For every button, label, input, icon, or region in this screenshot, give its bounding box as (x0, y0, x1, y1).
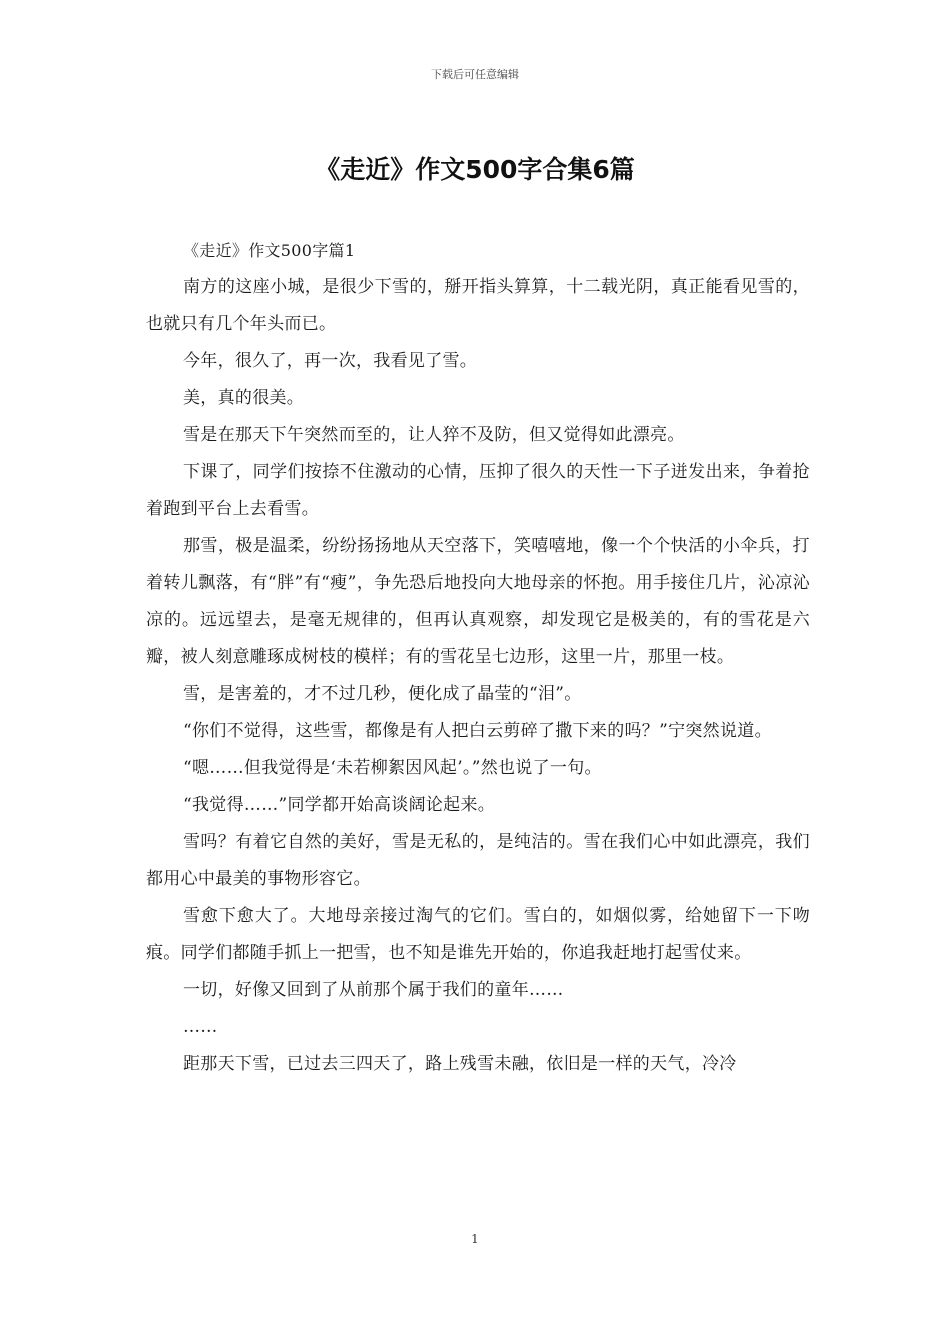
paragraph: 雪是在那天下午突然而至的，让人猝不及防，但又觉得如此漂亮。 (183, 425, 685, 445)
page-number: 1 (471, 1232, 479, 1246)
paragraph: 雪，是害羞的，才不过几秒，便化成了晶莹的“泪”。 (183, 684, 582, 704)
document-title: 《走近》作文500字合集6篇 (315, 155, 635, 184)
paragraph: 南方的这座小城，是很少下雪的，掰开指头算算，十二载光阴，真正能看见雪的，也就只有几个年头而已。 (146, 277, 810, 334)
paragraph: 那雪，极是温柔，纷纷扬扬地从天空落下，笑嘻嘻地，像一个个快活的小伞兵，打着转儿飘落，有“胖”有“瘦”，争先恐后地投向大地母亲的怀抱。用手接住几片，沁凉沁凉的。远远望去，是毫无规律的，但再认真观察，却发现它是极美的，有的雪花是六瓣，被人刻意雕琢成树枝的模样；有的雪花呈七边形，这里一片，那里一枝。 (146, 536, 810, 667)
section-subheading: 《走近》作文500字篇1 (183, 241, 356, 260)
paragraph: “我觉得……”同学都开始高谈阔论起来。 (183, 795, 496, 815)
paragraph: 今年，很久了，再一次，我看见了雪。 (183, 351, 478, 371)
ellipsis-line: …… (183, 1017, 218, 1037)
paragraph: 一切，好像又回到了从前那个属于我们的童年…… (183, 980, 564, 1000)
paragraph: 下课了，同学们按捺不住激动的心情，压抑了很久的天性一下子迸发出来，争着抢着跑到平台上去看雪。 (146, 462, 810, 519)
paragraph: “嗯……但我觉得是‘未若柳絮因风起’。”然也说了一句。 (183, 758, 602, 778)
page-header: 下载后可任意编辑 (431, 68, 519, 81)
paragraph: 美，真的很美。 (183, 388, 305, 408)
paragraph: 雪吗？有着它自然的美好，雪是无私的，是纯洁的。雪在我们心中如此漂亮，我们都用心中最美的事物形容它。 (146, 832, 810, 889)
document-body (146, 232, 810, 1083)
paragraph: 距那天下雪，已过去三四天了，路上残雪未融，依旧是一样的天气，冷冷 (183, 1054, 737, 1074)
paragraph: “你们不觉得，这些雪，都像是有人把白云剪碎了撒下来的吗？”宁突然说道。 (183, 721, 772, 741)
paragraph: 雪愈下愈大了。大地母亲接过淘气的它们。雪白的，如烟似雾，给她留下一下吻痕。同学们都随手抓上一把雪，也不知是谁先开始的，你追我赶地打起雪仗来。 (146, 906, 810, 963)
